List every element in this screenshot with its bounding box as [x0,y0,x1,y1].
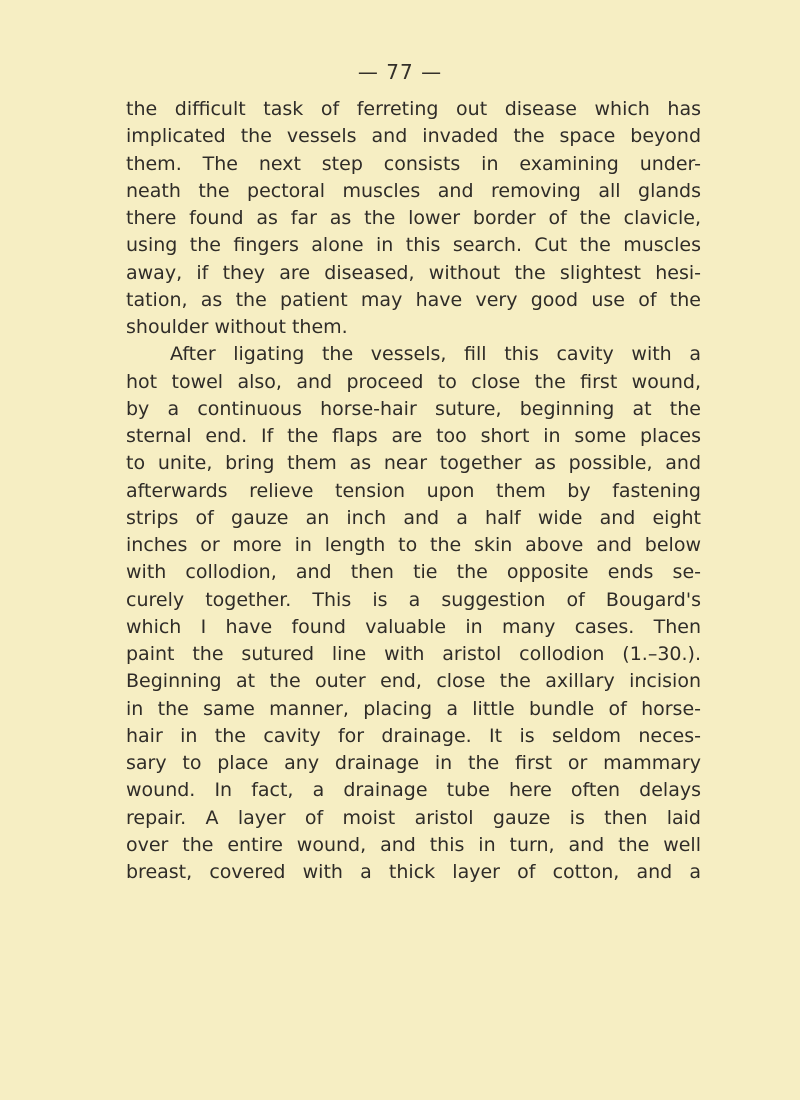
text-line: After ligating the vessels, fill this cavity with a [170,343,701,366]
text-line: sary to place any drainage in the first or mammary [126,752,701,774]
text-line: the difficult task of ferreting out disease which has [126,98,701,120]
text-line: repair. A layer of moist aristol gauze is then laid [126,806,701,829]
text-line: implicated the vessels and invaded the space beyond [126,125,701,148]
text-line: them. The next step consists in examining under- [126,152,701,175]
text-line: curely together. This is a suggestion of Bougard's [126,588,701,611]
text-line: tation, as the patient may have very good use of the [126,288,701,311]
text-line: wound. In fact, a drainage tube here often delays [126,779,701,802]
text-line: over the entire wound, and this in turn, and the well [126,833,701,856]
text-line: there found as far as the lower border of the clavicle, [126,207,701,229]
page-number: — 77 — [357,60,443,84]
text-line: using the fingers alone in this search. Cut the muscles [126,234,701,257]
text-line: to unite, bring them as near together as possible, and [126,452,701,475]
text-line: hair in the cavity for drainage. It is seldom neces- [126,724,701,747]
text-line: strips of gauze an inch and a half wide and eight [126,506,701,529]
text-line: away, if they are diseased, without the slightest hesi- [126,261,701,284]
text-line: neath the pectoral muscles and removing all glands [126,179,701,202]
text-line: by a continuous horse-hair suture, beginning at the [126,397,701,420]
text-line: which I have found valuable in many cases. Then [126,615,701,638]
text-line: Beginning at the outer end, close the axillary incision [126,670,701,693]
text-line: breast, covered with a thick layer of cotton, and a [126,861,701,883]
text-line: afterwards relieve tension upon them by fastening [126,479,701,502]
text-line: sternal end. If the flaps are too short in some places [126,425,701,447]
text-line: paint the sutured line with aristol collodion (1.–30.). [126,643,701,665]
text-line: in the same manner, placing a little bundle of horse- [126,697,701,720]
text-line: shoulder without them. [126,316,348,338]
text-line: with collodion, and then tie the opposite ends se- [126,561,701,584]
body-text [126,96,701,886]
text-line: inches or more in length to the skin above and below [126,534,701,556]
text-line: hot towel also, and proceed to close the first wound, [126,370,701,393]
